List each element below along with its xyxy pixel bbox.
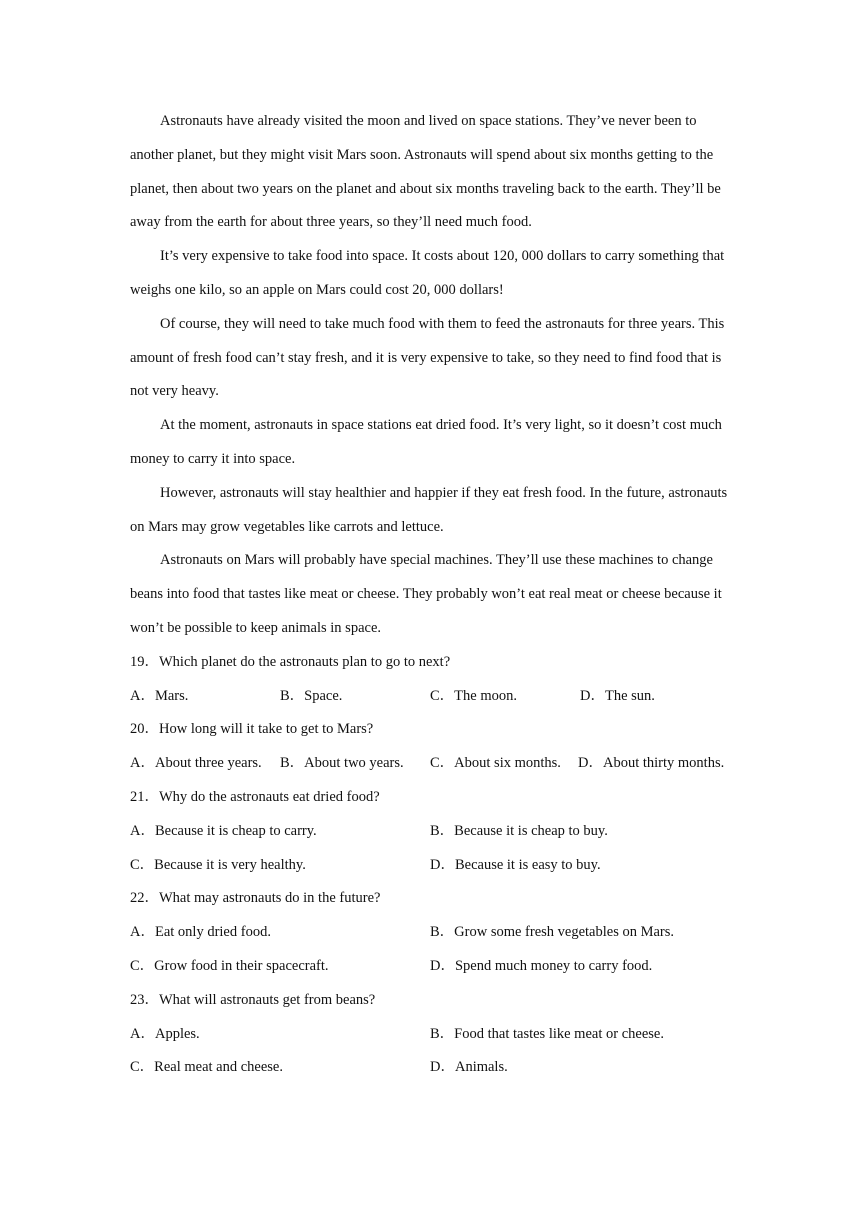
option-20-d: D．About thirty months. xyxy=(578,755,725,772)
option-22-c: C．Grow food in their spacecraft. xyxy=(130,957,329,974)
question-23: 23．What will astronauts get from beans? xyxy=(130,991,376,1008)
option-21-d: D．Because it is easy to buy. xyxy=(430,856,601,873)
options-row-22-ab xyxy=(130,916,740,950)
option-23-b: B．Food that tastes like meat or cheese. xyxy=(430,1025,664,1042)
option-21-c: C．Because it is very healthy. xyxy=(130,856,306,873)
options-row-23-cd xyxy=(130,1051,740,1085)
options-row-20 xyxy=(130,747,740,781)
option-20-c: C．About six months. xyxy=(430,755,561,772)
option-22-b: B．Grow some fresh vegetables on Mars. xyxy=(430,924,675,941)
option-20-b: B．About two years. xyxy=(280,755,404,772)
options-row-23-ab xyxy=(130,1018,740,1052)
option-22-a: A．Eat only dried food. xyxy=(130,924,271,941)
option-19-c: C．The moon. xyxy=(430,687,517,704)
option-20-a: A．About three years. xyxy=(130,755,262,772)
options-row-19 xyxy=(130,680,740,714)
option-23-a: A．Apples. xyxy=(130,1025,200,1042)
option-21-b: B．Because it is cheap to buy. xyxy=(430,822,608,839)
option-22-d: D．Spend much money to carry food. xyxy=(430,957,653,974)
passage-paragraph-3: Of course, they will need to take much food with them to feed the astronauts for three years. This amount of fresh food can’t stay fresh, and it is very expensive to take, so they need to find food that is not very heavy. xyxy=(130,315,725,400)
question-21: 21．Why do the astronauts eat dried food? xyxy=(130,788,380,805)
options-row-21-ab xyxy=(130,815,740,849)
options-row-21-cd xyxy=(130,849,740,883)
option-19-d: D．The sun. xyxy=(580,687,655,704)
passage-paragraph-5: However, astronauts will stay healthier and happier if they eat fresh food. In the future, astronauts on Mars may grow vegetables like carrots and lettuce. xyxy=(130,484,728,535)
option-21-a: A．Because it is cheap to carry. xyxy=(130,822,317,839)
options-row-22-cd xyxy=(130,950,740,984)
option-19-a: A．Mars. xyxy=(130,687,189,704)
option-23-c: C．Real meat and cheese. xyxy=(130,1059,283,1076)
option-19-b: B．Space. xyxy=(280,687,343,704)
question-20: 20．How long will it take to get to Mars? xyxy=(130,721,374,738)
question-19: 19．Which planet do the astronauts plan to go to next? xyxy=(130,653,451,670)
passage-paragraph-6: Astronauts on Mars will probably have special machines. They’ll use these machines to change beans into food that tastes like meat or cheese. They probably won’t eat real meat or cheese because it won’t be possible to keep animals in space. xyxy=(130,552,722,636)
passage-paragraph-4: At the moment, astronauts in space stations eat dried food. It’s very light, so it doesn’t cost much money to carry it into space. xyxy=(130,417,722,467)
question-22: 22．What may astronauts do in the future? xyxy=(130,890,381,907)
passage-paragraph-2: It’s very expensive to take food into space. It costs about 120, 000 dollars to carry something that weighs one kilo, so an apple on Mars could cost 20, 000 dollars! xyxy=(130,248,725,298)
reading-passage-page xyxy=(130,105,740,1085)
passage-paragraph-1: Astronauts have already visited the moon and lived on space stations. They’ve never been to another planet, but they might visit Mars soon. Astronauts will spend about six months getting to the planet, then about two years on the planet and about six months traveling back to the earth. They’ll be away from the earth for about three years, so they’ll need much food. xyxy=(130,113,721,231)
option-23-d: D．Animals. xyxy=(430,1059,508,1076)
